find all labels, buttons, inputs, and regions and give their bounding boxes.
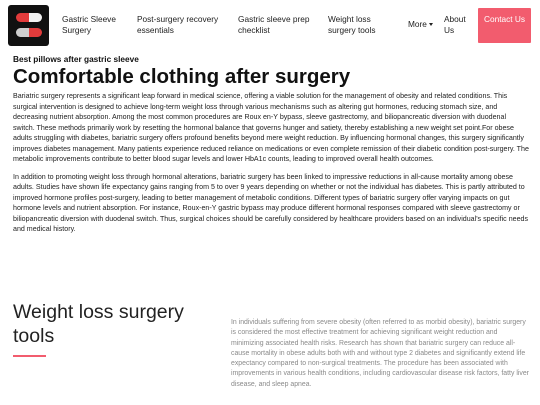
top-navbar (0, 0, 540, 50)
page-title: Comfortable clothing after surgery (13, 65, 351, 88)
nav-link-about[interactable]: About Us (444, 14, 466, 35)
nav-link-post-surgery-recovery[interactable]: Post-surgery recovery essentials (137, 14, 219, 35)
site-logo[interactable] (8, 5, 49, 46)
nav-more-dropdown[interactable] (408, 19, 433, 29)
intro-paragraph: Bariatric surgery represents a significant leap forward in medical science, offering a viable solution for the management of obesity and related conditions. This surgical intervention is designed to achieve long-term weight loss through various mechanisms such as altering gut hormones, reducing stomach size, and decreasing nutrient absorption. Among the most common procedures are Roux en-Y bypass, sleeve gastrectomy, and biliopancreatic diversion with duodenal switch. These methods primarily work by resetting the hormonal balance that governs hunger and satiety, thereby establishing a new weight set point.For obese adults struggling with diabetes, bariatric surgery offers profound benefits beyond mere weight reduction. By influencing hormonal changes, this surgery significantly improves diabetes management. Many patients experience reduced reliance on medications or even complete remission of their diabetic condition post-surgery. The metabolic improvements contribute to better blood sugar levels and lower HbA1c counts, leading to improved overall health outcomes. (13, 92, 529, 163)
tools-section-title: Weight loss surgery tools (13, 301, 184, 347)
intro-section (13, 54, 529, 235)
intro-paragraph: In addition to promoting weight loss through hormonal alterations, bariatric surgery has been linked to impressive reductions in all-cause mortality among obese adults. Studies have shown life expectancy gains ranging from 5 to over 9 years depending on whether or not the individual has diabetes. This is partly attributed to improved hormone profiles post-surgery, leading to better management of metabolic conditions. Different types of bariatric surgery offer varying impacts on gut hormone levels and nutrient absorption. For instance, Roux-en-Y gastric bypass may produce different hormonal responses compared with sleeve gastrectomy or biliopancreatic diversion with duodenal switch. Thus, surgical choices should be carefully considered by healthcare providers based on an individual's specific needs and medical history. (13, 172, 529, 233)
tools-paragraph: In individuals suffering from severe obesity (often referred to as morbid obesity), bariatric surgery is considered the most effective treatment for achieving significant weight reduction and minimizing associated health risks. Research has shown that bariatric surgery can reduce all-cause mortality in obese adults both with and without type 2 diabetes and significantly extend life expectancy compared to non-surgical treatments. The procedure has been associated with improvements in various health conditions, including cardiovascular disease risk factors, fatty liver disease, and sleep apnea. (231, 319, 529, 388)
caret-down-icon (429, 23, 433, 26)
nav-link-prep-checklist[interactable]: Gastric sleeve prep checklist (238, 14, 310, 35)
section-kicker: Best pillows after gastric sleeve (13, 54, 139, 64)
nav-link-gastric-sleeve-surgery[interactable]: Gastric Sleeve Surgery (62, 14, 116, 35)
contact-button[interactable]: Contact Us (478, 8, 531, 43)
accent-divider (13, 355, 46, 357)
pill-icon (16, 13, 42, 22)
nav-link-weight-loss-tools[interactable]: Weight loss surgery tools (328, 14, 376, 35)
pill-icon (16, 28, 42, 37)
nav-more-label: More (408, 19, 427, 29)
